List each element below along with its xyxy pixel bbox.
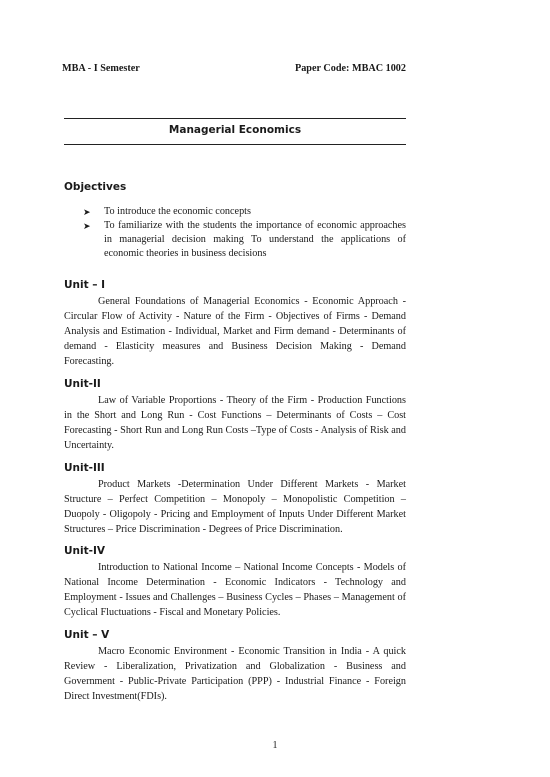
objectives-heading: Objectives: [64, 181, 127, 193]
unit-body: Macro Economic Environment - Economic Transition in India - A quick Review - Liberalization, Privatization and Globalization - Business and Government - Public-Private Participation (PPP) - Industrial Finance - Foreign Direct Investment(FDIs).: [64, 646, 406, 702]
unit-body: Product Markets -Determination Under Different Markets - Market Structure – Perfect Competition – Monopoly – Monopolistic Competition – Duopoly - Oligopoly - Pricing and Employment of Inputs Under Different Market Structures – Price Discrimination - Degrees of Price Discrimination.: [64, 479, 406, 535]
unit-title: Unit – V: [64, 629, 110, 641]
objective-item: [70, 219, 406, 261]
arrowhead-bullet-icon: ➤: [83, 221, 91, 231]
unit-2-section: [64, 378, 406, 453]
objectives-list: [70, 205, 406, 261]
unit-title: Unit-IV: [64, 545, 106, 557]
paper-code-label: Paper Code: MBAC 1002: [294, 63, 406, 74]
unit-5-section: [64, 629, 406, 704]
unit-body: General Foundations of Managerial Economics - Economic Approach - Circular Flow of Activity - Nature of the Firm - Objectives of Firms - Demand Analysis and Estimation - Individual, Market and Firm demand - Determinants of demand - Elasticity measures and Business Decision Making - Demand Forecasting.: [64, 296, 406, 367]
unit-title: Unit-III: [64, 462, 105, 474]
objective-item: [70, 205, 406, 219]
objective-text: To familiarize with the students the importance of economic approaches in managerial decision making To understand the applications of economic theories in business decisions: [104, 220, 406, 259]
unit-4-section: [64, 545, 406, 620]
semester-label: MBA - I Semester: [62, 63, 140, 74]
unit-1-section: [64, 279, 406, 369]
objective-text: To introduce the economic concepts: [104, 206, 251, 217]
page-header: [62, 63, 406, 79]
course-title: Managerial Economics: [168, 124, 302, 136]
title-top-rule: [64, 118, 406, 119]
unit-body: Law of Variable Proportions - Theory of the Firm - Production Functions in the Short and Long Run - Cost Functions – Determinants of Costs – Cost Forecasting - Short Run and Long Run Costs –Type of Costs - Analysis of Risk and Uncertainty.: [64, 395, 406, 451]
arrowhead-bullet-icon: ➤: [83, 207, 91, 217]
title-bottom-rule: [64, 144, 406, 145]
unit-title: Unit-II: [64, 378, 101, 390]
unit-body: Introduction to National Income – National Income Concepts - Models of National Income Determination - Economic Indicators - Technology and Employment - Issues and Challenges – Business Cycles – Phases – Management of Cyclical Fluctuations - Fiscal and Monetary Policies.: [64, 562, 406, 618]
unit-3-section: [64, 462, 406, 537]
page-number: 1: [272, 740, 278, 751]
unit-title: Unit – I: [64, 279, 106, 291]
